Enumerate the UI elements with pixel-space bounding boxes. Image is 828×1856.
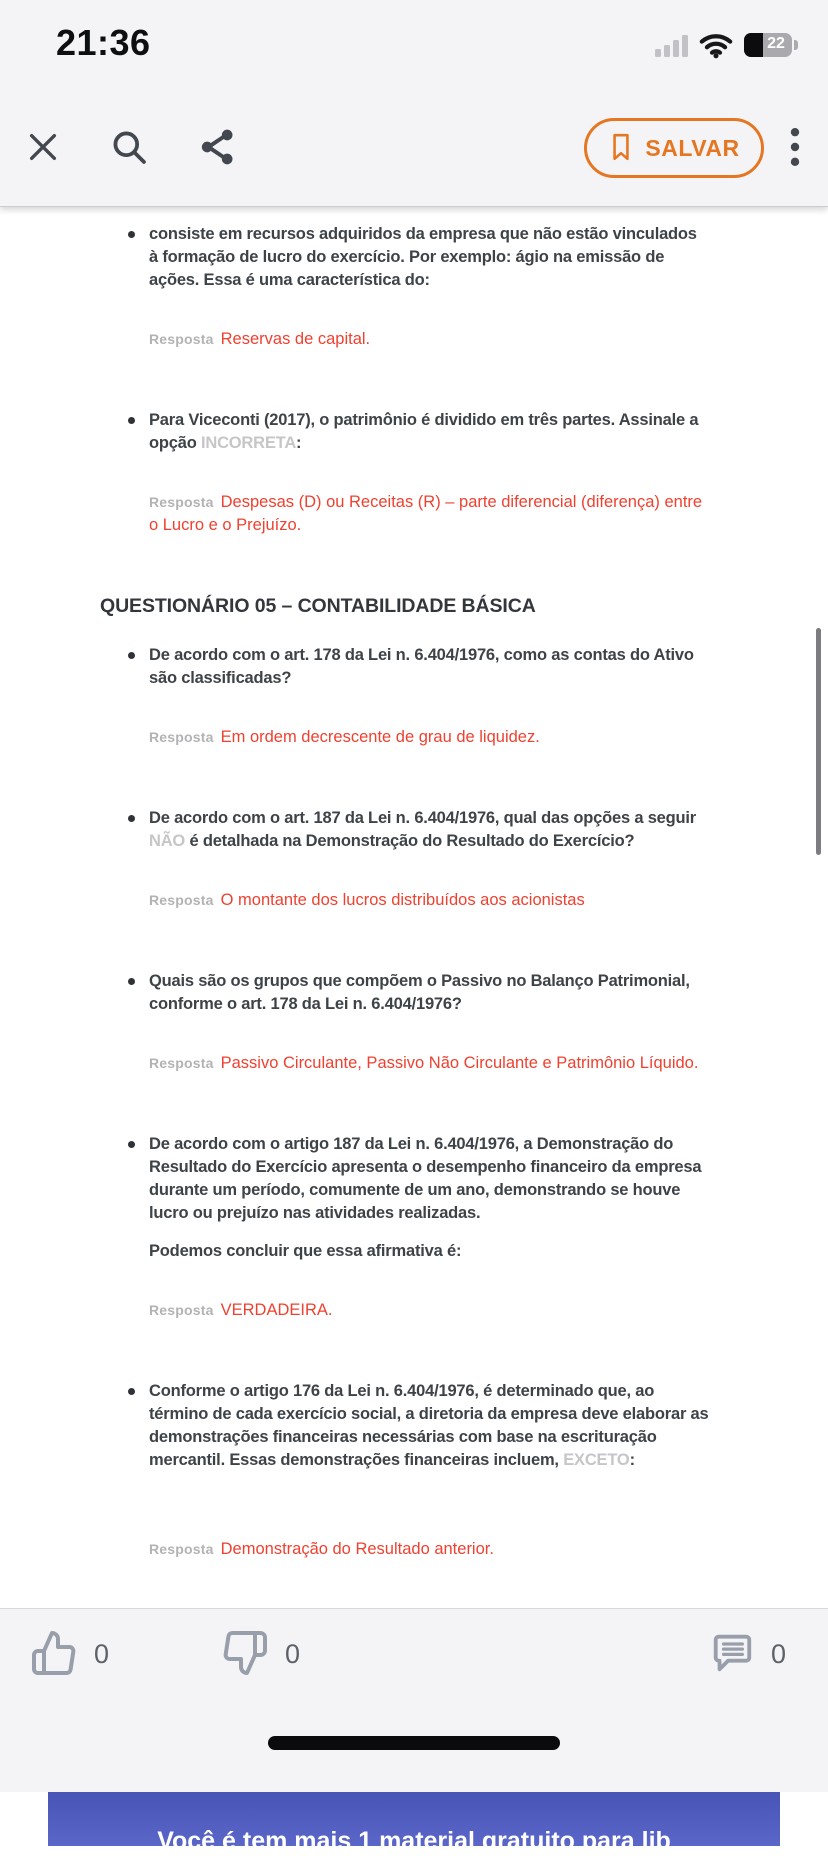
answer-label: Resposta [149,331,214,347]
promo-banner[interactable] [48,1789,780,1855]
answer-text: O montante dos lucros distribuídos aos acionistas [220,891,585,909]
toolbar [0,90,828,206]
bullet-icon [128,978,135,985]
bullet-icon [128,815,135,822]
bullet-icon [128,417,135,424]
answer-label: Resposta [149,1055,214,1071]
thumbs-down-icon [221,1629,269,1680]
muted-keyword: NÃO [149,832,186,850]
document-viewer [0,207,828,1855]
answer-text: Em ordem decrescente de grau de liquidez. [220,728,540,746]
share-button[interactable] [198,127,238,170]
muted-keyword: EXCETO [563,1451,630,1469]
cellular-signal-icon [655,33,688,57]
question-block [128,644,710,749]
question-text: Para Viceconti (2017), o patrimônio é dividido em três partes. Assinale a opção INCORRETA: [149,411,699,452]
promo-banner-text: Você é tem mais 1 material gratuito para lib [157,1827,671,1855]
status-icons [655,32,798,58]
question-block [128,970,710,1075]
answer-text: Demonstração do Resultado anterior. [220,1540,494,1558]
question-text: De acordo com o artigo 187 da Lei n. 6.404/1976, a Demonstração do Resultado do Exercício apresenta o desempenho financeiro da empresa durante um período, comumente de um ano, demonstrando se houve lucro ou prejuízo nas atividades realizadas. Podemos concluir que essa afirmativa é: [149,1135,702,1260]
thumbs-up-icon [30,1629,78,1680]
answer-label: Resposta [149,1541,214,1557]
overflow-menu-button[interactable] [788,126,802,171]
answer-text: Reservas de capital. [220,330,371,348]
home-indicator[interactable] [268,1736,560,1750]
save-button-label: SALVAR [645,134,740,161]
answer-text: Despesas (D) ou Receitas (R) – parte diferencial (diferença) entre o Lucro e o Prejuízo. [149,493,703,534]
bullet-icon [128,231,135,238]
status-time: 21:36 [56,22,151,63]
answer [149,328,711,351]
answer-text: VERDADEIRA. [220,1301,333,1319]
close-icon [26,130,60,167]
question-block [128,223,710,351]
bullet-icon [128,1141,135,1148]
bullet-icon [128,652,135,659]
answer-label: Resposta [149,1302,214,1318]
question-text: consiste em recursos adquiridos da empresa que não estão vinculados à formação de lucro do exercício. Por exemplo: ágio na emissão de ações. Essa é uma característica do: [149,225,697,289]
answer [149,889,711,912]
question-block [128,807,710,912]
comments-button[interactable] [709,1630,786,1679]
answer [149,726,711,749]
answer-text: Passivo Circulante, Passivo Não Circulante e Patrimônio Líquido. [220,1054,699,1072]
save-button[interactable] [584,118,764,178]
muted-keyword: INCORRETA [200,434,297,452]
answer [149,1299,711,1322]
like-button[interactable] [30,1629,109,1680]
share-icon [198,127,238,170]
question-text: Quais são os grupos que compõem o Passivo no Balanço Patrimonial, conforme o art. 178 da Lei n. 6.404/1976? [149,972,690,1013]
answer [149,491,711,537]
search-icon [110,128,148,169]
search-button[interactable] [110,128,148,169]
bottom-bar [0,1608,828,1792]
scrollbar-thumb[interactable] [816,628,821,855]
close-button[interactable] [26,130,60,167]
reactions-row [0,1609,828,1680]
dislike-count: 0 [285,1639,301,1669]
question-block [128,409,710,537]
wifi-icon [699,32,733,58]
bullet-icon [128,1388,135,1395]
bookmark-icon [608,132,634,165]
question-text: Conforme o artigo 176 da Lei n. 6.404/1976, é determinado que, ao término de cada exercício social, a diretoria da empresa deve elaborar as demonstrações financeiras necessárias com base na escrituração mercantil. Essas demonstrações financeiras incluem, EXCETO: [149,1382,709,1469]
question-text: De acordo com o art. 187 da Lei n. 6.404/1976, qual das opções a seguir NÃO é detalhada na Demonstração do Resultado do Exercício? [149,809,697,850]
top-chrome [0,0,828,207]
question-block [128,1133,710,1322]
battery-cap [794,40,798,50]
question-block [128,1380,710,1561]
section-heading: QUESTIONÁRIO 05 – CONTABILIDADE BÁSICA [100,595,536,617]
dislike-button[interactable] [221,1629,300,1680]
like-count: 0 [94,1639,110,1669]
comment-count: 0 [770,1639,786,1669]
kebab-menu-icon [788,126,802,171]
question-text: De acordo com o art. 178 da Lei n. 6.404/1976, como as contas do Ativo são classificadas? [149,646,694,687]
comment-icon [709,1630,755,1679]
battery-icon [744,33,792,57]
document-body [0,207,828,1561]
status-bar [0,0,828,90]
answer-label: Resposta [149,729,214,745]
answer [149,1538,711,1561]
answer [149,1052,711,1075]
answer-label: Resposta [149,892,214,908]
battery-percent: 22 [767,35,785,52]
answer-label: Resposta [149,494,214,510]
